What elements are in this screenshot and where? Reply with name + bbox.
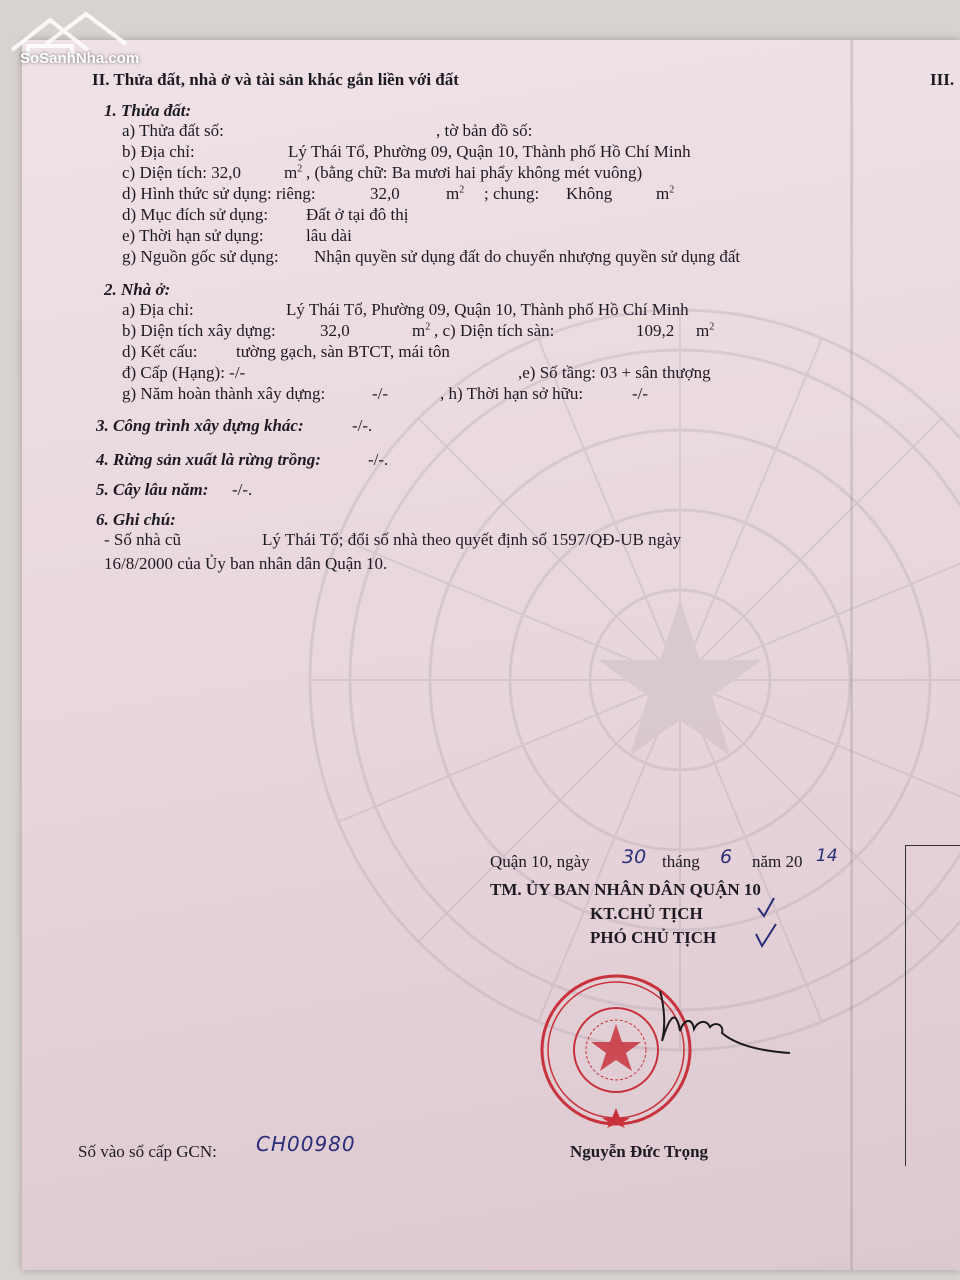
other-works-value: -/-. [352,416,373,435]
section-title: II. Thửa đất, nhà ở và tài sản khác gắn liền với đất [92,70,459,89]
land-purpose: Đất ở tại đô thị [306,205,409,224]
registry-label: Số vào sổ cấp GCN: [78,1142,217,1161]
land-usage-unit1: $m^2$ [446,184,465,203]
house-structure: tường gạch, sàn BTCT, mái tôn [236,342,450,361]
house-completion-label: g) Năm hoàn thành xây dựng: [122,384,326,403]
signature-scribble-icon [640,985,800,1065]
house-build-area-unit: $m^2$ [412,321,431,340]
land-origin: Nhận quyền sử dụng đất do chuyển nhượng quyền sử dụng đất [314,247,741,266]
land-area-unit: $m^2$ [284,163,303,182]
sign-year-label: năm 20 [752,852,803,871]
house-floor-area: 109,2 [636,321,675,340]
notes-heading: 6. Ghi chú: [96,510,176,529]
land-address: Lý Thái Tổ, Phường 09, Quận 10, Thành phố Hồ Chí Minh [288,142,691,161]
side-box [905,845,960,1166]
sign-year-suffix: 14 [816,846,838,866]
sign-day: 30 [622,846,647,868]
sign-date-place: Quận 10, ngày [490,852,590,871]
house-heading: 2. Nhà ở: [104,280,171,299]
house-structure-label: d) Kết cấu: [122,342,198,361]
land-purpose-label: d) Mục đích sử dụng: [122,205,269,224]
land-usage-common: Không [566,184,613,203]
notes-line1-b: Lý Thái Tổ; đổi số nhà theo quyết định số 1597/QĐ-UB ngày [262,530,682,549]
land-term-label: e) Thời hạn sử dụng: [122,226,264,245]
house-address: Lý Thái Tổ, Phường 09, Quận 10, Thành phố Hồ Chí Minh [286,300,689,319]
land-usage-private: 32,0 [370,184,400,203]
land-map-label: , tờ bản đồ số: [436,121,533,140]
paper-fold [850,40,854,1270]
land-plot-label: a) Thửa đất số: [122,121,224,140]
notes-line1-a: - Số nhà cũ [104,530,181,549]
land-heading: 1. Thửa đất: [104,101,192,120]
land-area-label: c) Diện tích: 32,0 [122,163,241,182]
notes-line2: 16/8/2000 của Ủy ban nhân dân Quận 10. [104,554,388,573]
house-floor-area-unit: $m^2$ [696,321,715,340]
house-build-area: 32,0 [320,321,350,340]
logo-text: SoSanhNha.com [20,50,140,67]
sign-month: 6 [720,846,733,868]
land-usage-label: d) Hình thức sử dụng: riêng: [122,184,316,203]
sign-month-label: tháng [662,852,700,871]
trees-heading: 5. Cây lâu năm: [96,480,209,499]
house-floors: ,e) Số tầng: 03 + sân thượng [518,363,711,382]
house-floor-area-label: , c) Diện tích sàn: [434,321,555,340]
sign-title2: PHÓ CHỦ TỊCH [590,928,717,947]
land-term: lâu dài [306,226,352,245]
forest-value: -/-. [368,450,389,469]
sign-organization: TM. ỦY BAN NHÂN DÂN QUẬN 10 [490,880,761,899]
house-completion: -/- [372,384,389,403]
next-section: III. [930,70,955,89]
house-build-area-label: b) Diện tích xây dựng: [122,321,276,340]
registry-number: CH00980 [256,1132,356,1156]
other-works-heading: 3. Công trình xây dựng khác: [96,416,304,435]
signer-name: Nguyễn Đức Trọng [570,1142,709,1161]
forest-heading: 4. Rừng sản xuất là rừng trồng: [96,450,321,469]
trees-value: -/-. [232,480,253,499]
land-usage-common-label: ; chung: [484,184,540,203]
house-address-label: a) Địa chỉ: [122,300,194,319]
house-ownership: -/- [632,384,649,403]
house-ownership-label: , h) Thời hạn sở hữu: [440,384,584,403]
house-grade: đ) Cấp (Hạng): -/- [122,363,246,382]
land-origin-label: g) Nguồn gốc sử dụng: [122,247,279,266]
sign-title1: KT.CHỦ TỊCH [590,904,703,923]
initial-mark-icon [752,894,782,964]
land-usage-unit2: $m^2$ [656,184,675,203]
land-address-label: b) Địa chỉ: [122,142,195,161]
land-area-words: , (bằng chữ: Ba mươi hai phẩy không mét vuông) [306,163,643,182]
